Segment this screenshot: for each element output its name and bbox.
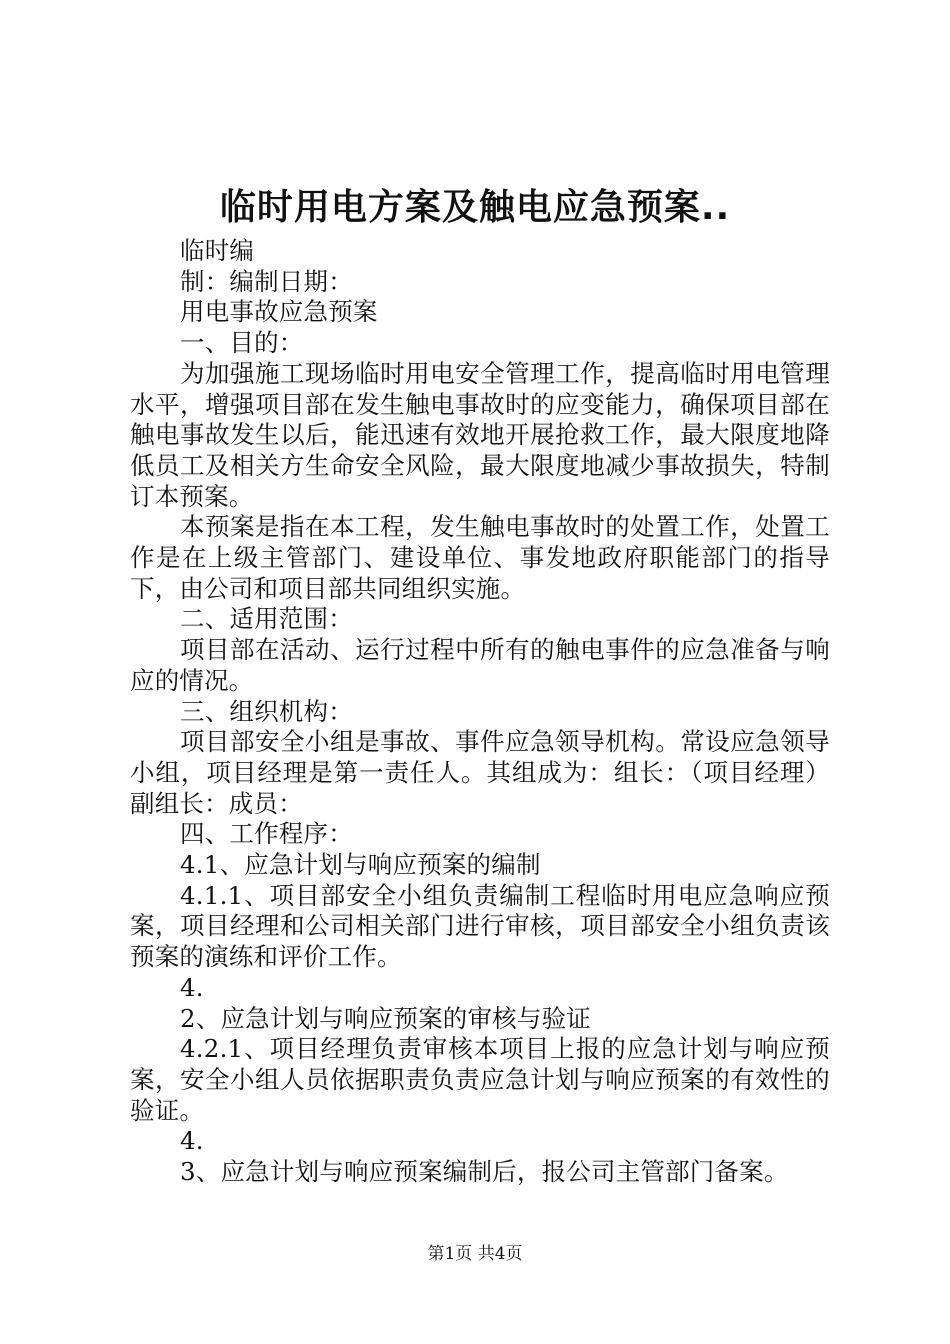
section-heading-purpose: 一、目的： [180, 328, 304, 358]
page-number-footer: 第1页 共4页 [427, 1244, 523, 1264]
section-heading-scope: 二、适用范围： [180, 604, 353, 634]
section-heading-organization: 三、组织机构： [180, 696, 353, 726]
subheading-4-1: 4.1、应急计划与响应预案的编制 [180, 850, 541, 880]
document-body [130, 236, 830, 1188]
section-heading-plan: 用电事故应急预案 [180, 297, 378, 327]
subheading-4-3: 3、应急计划与响应预案编制后，报公司主管部门备案。 [180, 1157, 789, 1187]
paragraph-scope-of-plan: 本预案是指在本工程，发生触电事故时的处置工作，处置工作是在上级主管部门、建设单位、事发地政府职能部门的指导下，由公司和项目部共同组织实施。 [130, 512, 830, 603]
section-heading-procedure: 四、工作程序： [180, 819, 353, 849]
paragraph-4-2-1: 4.2.1、项目经理负责审核本项目上报的应急计划与响应预案，安全小组人员依据职责负责应急计划与响应预案的有效性的验证。 [130, 1034, 830, 1125]
document-title: 临时用电方案及触电应急预案.. [219, 187, 731, 228]
paragraph-4-1-1: 4.1.1、项目部安全小组负责编制工程临时用电应急响应预案，项目经理和公司相关部门进行审核，项目部安全小组负责该预案的演练和评价工作。 [130, 880, 830, 972]
paragraph-fragment: 4. [180, 972, 204, 1002]
paragraph-purpose: 为加强施工现场临时用电安全管理工作，提高临时用电管理水平，增强项目部在发生触电事故时的应变能力，确保项目部在触电事故发生以后，能迅速有效地开展抢救工作，最大限度地降低员工及相关方生命安全风险，最大限度地减少事故损失，特制订本预案。 [130, 358, 830, 511]
subheading-4-2: 2、应急计划与响应预案的审核与验证 [180, 1003, 591, 1033]
paragraph-fragment: 4. [180, 1126, 204, 1156]
paragraph-date: 制：编制日期： [180, 266, 353, 296]
paragraph-scope: 项目部在活动、运行过程中所有的触电事件的应急准备与响应的情况。 [130, 635, 830, 695]
paragraph-editor: 临时编 [180, 236, 255, 265]
paragraph-organization: 项目部安全小组是事故、事件应急领导机构。常设应急领导小组，项目经理是第一责任人。其组成为：组长：（项目经理）副组长：成员： [130, 727, 830, 818]
